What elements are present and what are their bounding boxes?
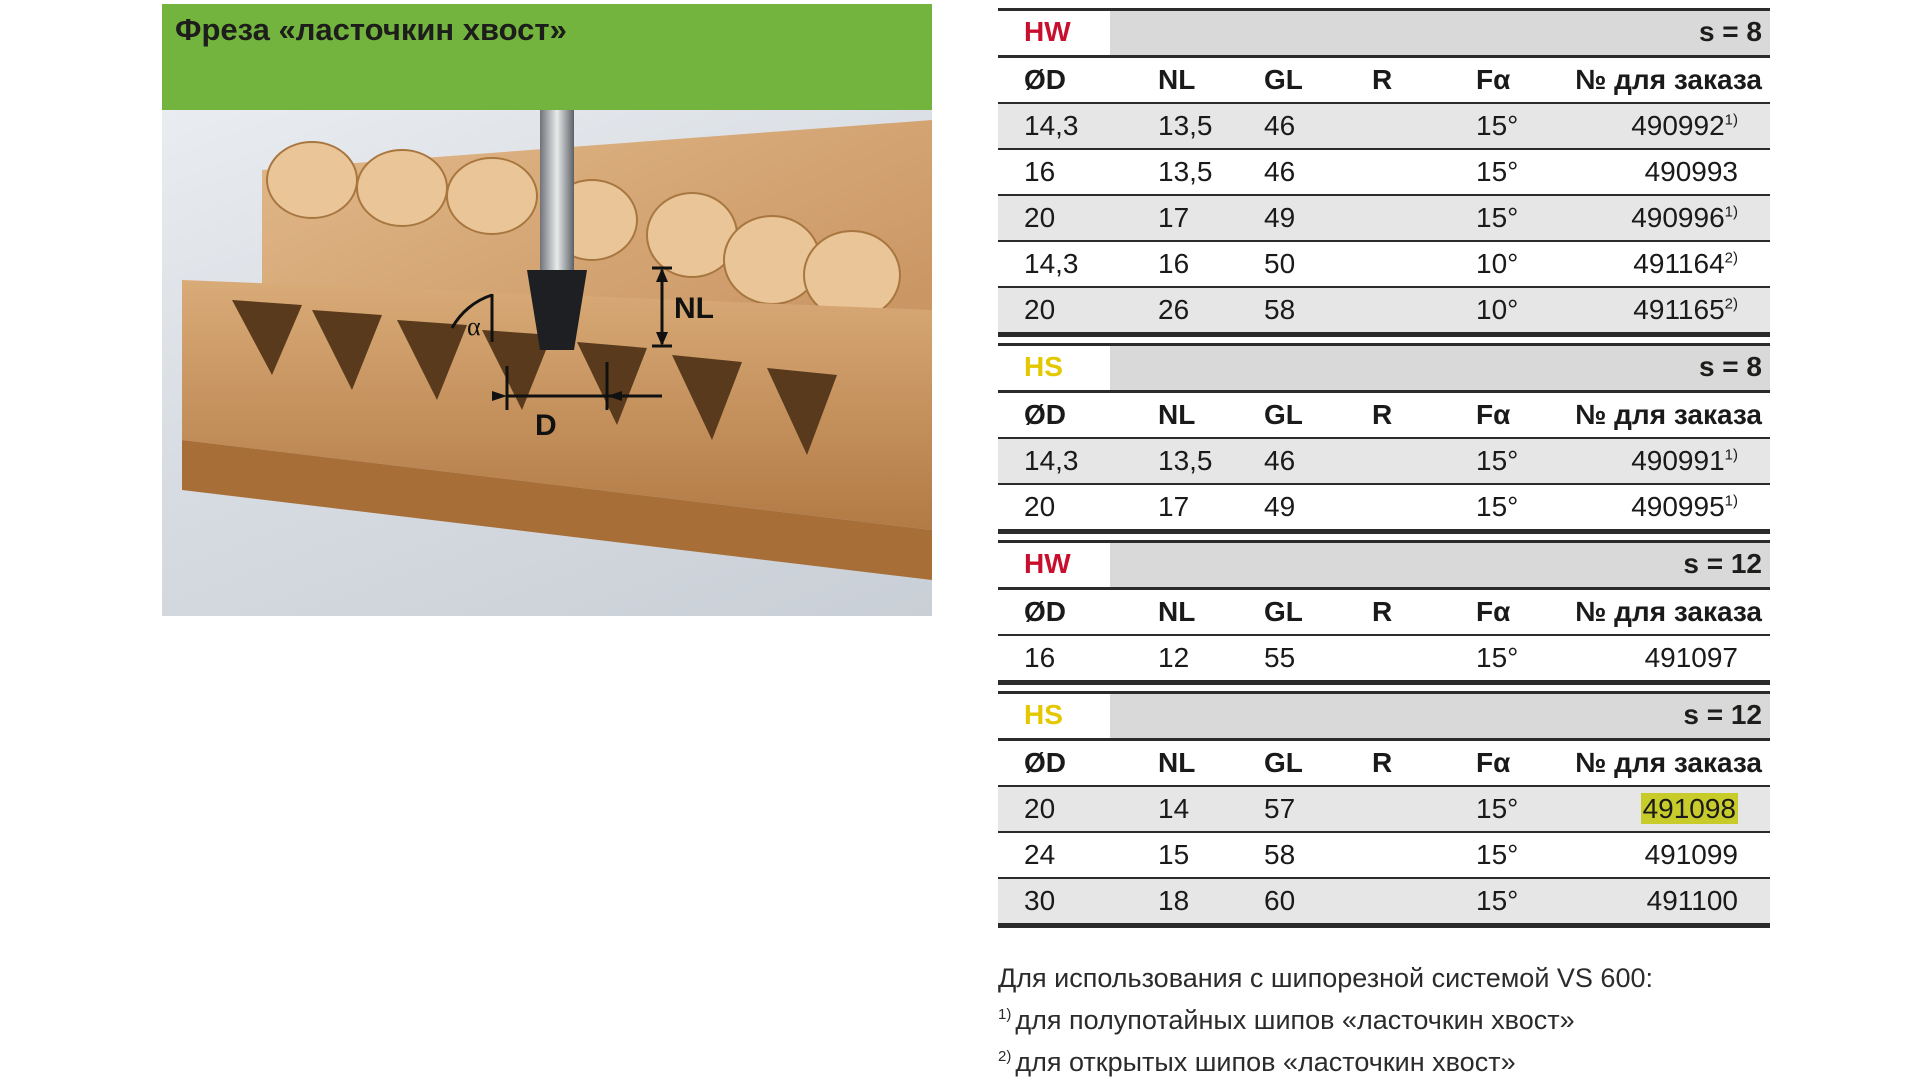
table-row [998, 483, 1770, 534]
footnote-mark: 1) [1724, 203, 1738, 221]
col-header-d: ØD [1024, 747, 1066, 778]
cell-d: 30 [1024, 885, 1056, 916]
table-row [998, 785, 1770, 831]
table-row [998, 102, 1770, 148]
shank-label: s = 12 [1683, 699, 1762, 730]
footnote-text: для открытых шипов «ласточкин хвост» [1015, 1047, 1516, 1077]
cell-order-no [1631, 202, 1738, 234]
cell-order-no [1647, 885, 1738, 917]
cell-d: 20 [1024, 793, 1056, 824]
cell-fa: 10° [1476, 248, 1519, 279]
cell-d: 14,3 [1024, 248, 1079, 279]
cell-gl: 55 [1264, 642, 1296, 673]
cell-nl: 16 [1158, 248, 1190, 279]
order-number: 490991 [1631, 445, 1725, 476]
alpha-label: α [467, 312, 481, 341]
footnote-mark: 1) [1724, 446, 1738, 464]
spec-group-hw-s12 [998, 540, 1770, 685]
table-row [998, 437, 1770, 483]
table-row [998, 240, 1770, 286]
col-header-gl: GL [1264, 64, 1303, 95]
footnote-mark: 2) [1724, 295, 1738, 313]
spec-group-hw-s8 [998, 8, 1770, 337]
cell-nl: 13,5 [1158, 156, 1213, 187]
footnote-item [998, 1041, 1653, 1083]
cell-gl: 58 [1264, 839, 1296, 870]
table-row [998, 831, 1770, 877]
table-row [998, 877, 1770, 928]
group-header [998, 8, 1770, 55]
shank-label: s = 8 [1698, 16, 1762, 47]
col-header-d: ØD [1024, 596, 1066, 627]
cell-fa: 15° [1476, 839, 1519, 870]
shank-label: s = 12 [1683, 548, 1762, 579]
footnote-mark: 2) [998, 1048, 1012, 1065]
spec-tables [998, 8, 1770, 928]
order-number: 490993 [1644, 156, 1738, 187]
col-header-d: ØD [1024, 64, 1066, 95]
material-label: HW [1024, 16, 1071, 47]
cell-order-no [1645, 839, 1738, 871]
footnote-text: для полупотайных шипов «ласточкин хвост» [1015, 1005, 1575, 1035]
cell-order-no [1645, 156, 1738, 188]
cell-d: 24 [1024, 839, 1056, 870]
cell-d: 16 [1024, 642, 1056, 673]
material-label: HW [1024, 548, 1071, 579]
table-row [998, 194, 1770, 240]
material-label: HS [1024, 699, 1063, 730]
material-label: HS [1024, 351, 1063, 382]
order-number-highlighted[interactable]: 491098 [1642, 793, 1736, 824]
product-panel [162, 4, 932, 616]
col-header-gl: GL [1264, 596, 1303, 627]
cell-nl: 13,5 [1158, 110, 1213, 141]
column-header-row [998, 390, 1770, 437]
cell-fa: 15° [1476, 202, 1519, 233]
cell-d: 20 [1024, 294, 1056, 325]
spec-group-hs-s12 [998, 691, 1770, 928]
order-number: 491164 [1633, 248, 1725, 279]
cell-gl: 49 [1264, 202, 1296, 233]
col-header-r: R [1372, 399, 1393, 430]
cell-fa: 15° [1476, 156, 1519, 187]
col-header-nl: NL [1158, 64, 1196, 95]
col-header-fa: Fα [1476, 596, 1511, 627]
cell-gl: 50 [1264, 248, 1296, 279]
col-header-order-no: № для заказа [1575, 596, 1762, 627]
cell-fa: 15° [1476, 642, 1519, 673]
cell-order-no [1631, 110, 1738, 142]
order-number: 491165 [1633, 294, 1725, 325]
cell-nl: 14 [1158, 793, 1190, 824]
nl-label: NL [674, 292, 714, 325]
col-header-nl: NL [1158, 399, 1196, 430]
spec-group-hs-s8 [998, 343, 1770, 534]
cell-gl: 49 [1264, 491, 1296, 522]
order-number: 490992 [1631, 110, 1725, 141]
cell-nl: 17 [1158, 491, 1190, 522]
cell-order-no [1633, 248, 1738, 280]
footnote-mark: 1) [1724, 492, 1738, 510]
cell-fa: 15° [1476, 491, 1519, 522]
cell-gl: 58 [1264, 294, 1296, 325]
footnotes [998, 957, 1653, 1083]
router-shank [540, 110, 574, 270]
column-header-row [998, 55, 1770, 102]
cell-order-no [1631, 491, 1738, 523]
cell-fa: 10° [1476, 294, 1519, 325]
cell-gl: 57 [1264, 793, 1296, 824]
cell-gl: 46 [1264, 110, 1296, 141]
col-header-order-no: № для заказа [1575, 64, 1762, 95]
cell-nl: 13,5 [1158, 445, 1213, 476]
cell-nl: 15 [1158, 839, 1190, 870]
order-number: 491099 [1644, 839, 1738, 870]
group-header [998, 691, 1770, 738]
footnote-mark: 2) [1724, 249, 1738, 267]
order-number: 491097 [1644, 642, 1738, 673]
cell-order-no [1631, 445, 1738, 477]
group-header [998, 343, 1770, 390]
col-header-fa: Fα [1476, 64, 1511, 95]
cell-nl: 12 [1158, 642, 1190, 673]
dovetail-joint-illustration [162, 110, 932, 616]
table-row [998, 634, 1770, 685]
col-header-r: R [1372, 747, 1393, 778]
cell-d: 14,3 [1024, 445, 1079, 476]
col-header-r: R [1372, 596, 1393, 627]
cell-fa: 15° [1476, 793, 1519, 824]
col-header-nl: NL [1158, 596, 1196, 627]
table-row [998, 286, 1770, 337]
cell-nl: 26 [1158, 294, 1190, 325]
cell-order-no [1633, 294, 1738, 326]
product-header [162, 4, 932, 110]
order-number: 490995 [1631, 491, 1725, 522]
cell-d: 16 [1024, 156, 1056, 187]
group-header [998, 540, 1770, 587]
cell-d: 20 [1024, 491, 1056, 522]
col-header-d: ØD [1024, 399, 1066, 430]
cell-order-no [1641, 793, 1738, 825]
cell-gl: 60 [1264, 885, 1296, 916]
cell-fa: 15° [1476, 110, 1519, 141]
cell-order-no [1645, 642, 1738, 674]
cell-fa: 15° [1476, 445, 1519, 476]
cell-gl: 46 [1264, 156, 1296, 187]
column-header-row [998, 738, 1770, 785]
footnote-mark: 1) [998, 1006, 1012, 1023]
col-header-nl: NL [1158, 747, 1196, 778]
product-title: Фреза «ласточкин хвост» [175, 12, 567, 47]
footnote-mark: 1) [1724, 111, 1738, 129]
col-header-order-no: № для заказа [1575, 747, 1762, 778]
cell-d: 14,3 [1024, 110, 1079, 141]
cell-gl: 46 [1264, 445, 1296, 476]
table-row [998, 148, 1770, 194]
cell-nl: 17 [1158, 202, 1190, 233]
order-number: 491100 [1646, 885, 1738, 916]
col-header-order-no: № для заказа [1575, 399, 1762, 430]
cell-fa: 15° [1476, 885, 1519, 916]
cell-d: 20 [1024, 202, 1056, 233]
cell-nl: 18 [1158, 885, 1190, 916]
col-header-gl: GL [1264, 399, 1303, 430]
order-number: 490996 [1631, 202, 1725, 233]
col-header-fa: Fα [1476, 399, 1511, 430]
shank-label: s = 8 [1698, 351, 1762, 382]
d-label: D [535, 409, 557, 442]
product-photo [162, 110, 932, 616]
column-header-row [998, 587, 1770, 634]
footnote-item [998, 999, 1653, 1041]
footnote-intro: Для использования с шипорезной системой VS 600: [998, 963, 1653, 993]
col-header-gl: GL [1264, 747, 1303, 778]
col-header-fa: Fα [1476, 747, 1511, 778]
col-header-r: R [1372, 64, 1393, 95]
